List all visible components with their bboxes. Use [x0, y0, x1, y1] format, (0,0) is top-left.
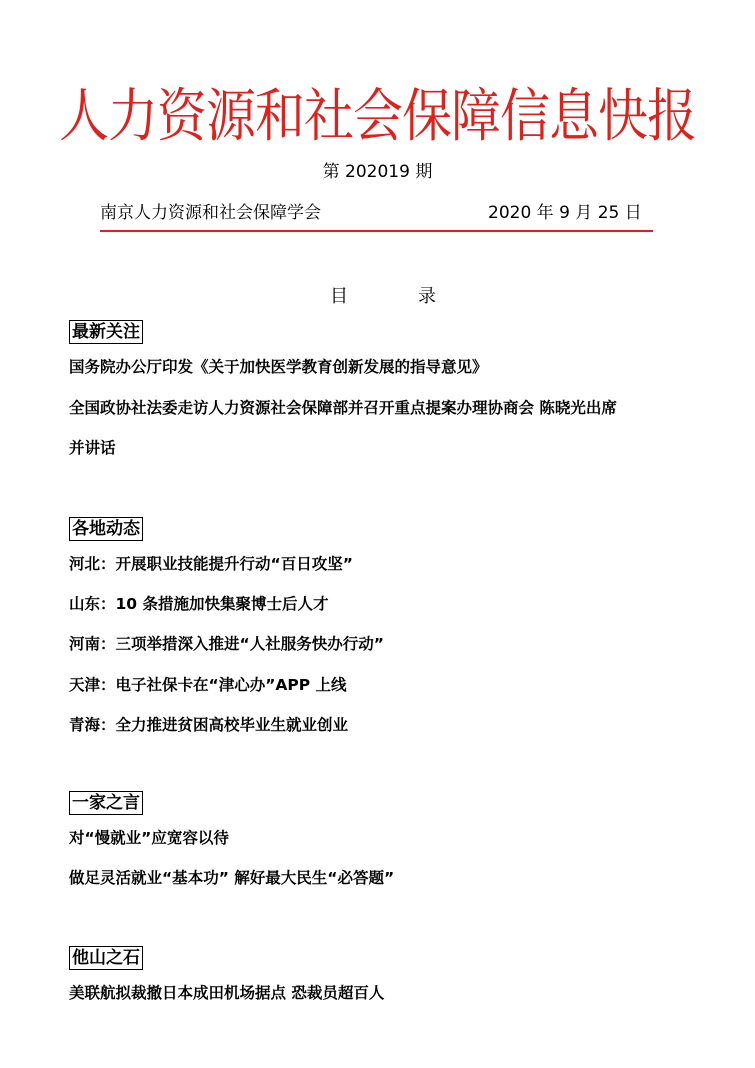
publish-date: 2020 年 9 月 25 日: [488, 203, 642, 223]
toc-item[interactable]: 青海：全力推进贫困高校毕业生就业创业: [69, 716, 349, 734]
toc-item[interactable]: 全国政协社法委走访人力资源社会保障部并召开重点提案办理协商会 陈晓光出席: [69, 399, 617, 417]
masthead-title: 人力资源和社会保障信息快报: [59, 82, 696, 150]
toc-item-continued[interactable]: 并讲话: [69, 439, 116, 457]
section-heading-regional: 各地动态: [69, 517, 143, 541]
section-heading-opinion: 一家之言: [69, 791, 143, 815]
toc-title-right: 录: [418, 286, 436, 307]
toc-item[interactable]: 山东：10 条措施加快集聚博士后人才: [69, 595, 329, 613]
toc-item[interactable]: 河南：三项举措深入推进“人社服务快办行动”: [69, 635, 384, 653]
toc-title: [330, 285, 436, 309]
issue-number: 第 202019 期: [322, 162, 433, 182]
toc-item[interactable]: 国务院办公厅印发《关于加快医学教育创新发展的指导意见》: [69, 358, 488, 376]
toc-item[interactable]: 做足灵活就业“基本功” 解好最大民生“必答题”: [69, 869, 395, 887]
toc-item[interactable]: 河北：开展职业技能提升行动“百日攻坚”: [69, 555, 353, 573]
toc-item[interactable]: 美联航拟裁撤日本成田机场据点 恐裁员超百人: [69, 984, 385, 1002]
section-heading-latest: 最新关注: [69, 320, 143, 344]
publisher-name: 南京人力资源和社会保障学会: [100, 203, 321, 223]
header-divider: [100, 230, 653, 232]
section-heading-abroad: 他山之石: [69, 946, 143, 970]
toc-item[interactable]: 天津：电子社保卡在“津心办”APP 上线: [69, 676, 347, 694]
toc-item[interactable]: 对“慢就业”应宽容以待: [69, 829, 229, 847]
toc-title-left: 目: [330, 286, 348, 307]
